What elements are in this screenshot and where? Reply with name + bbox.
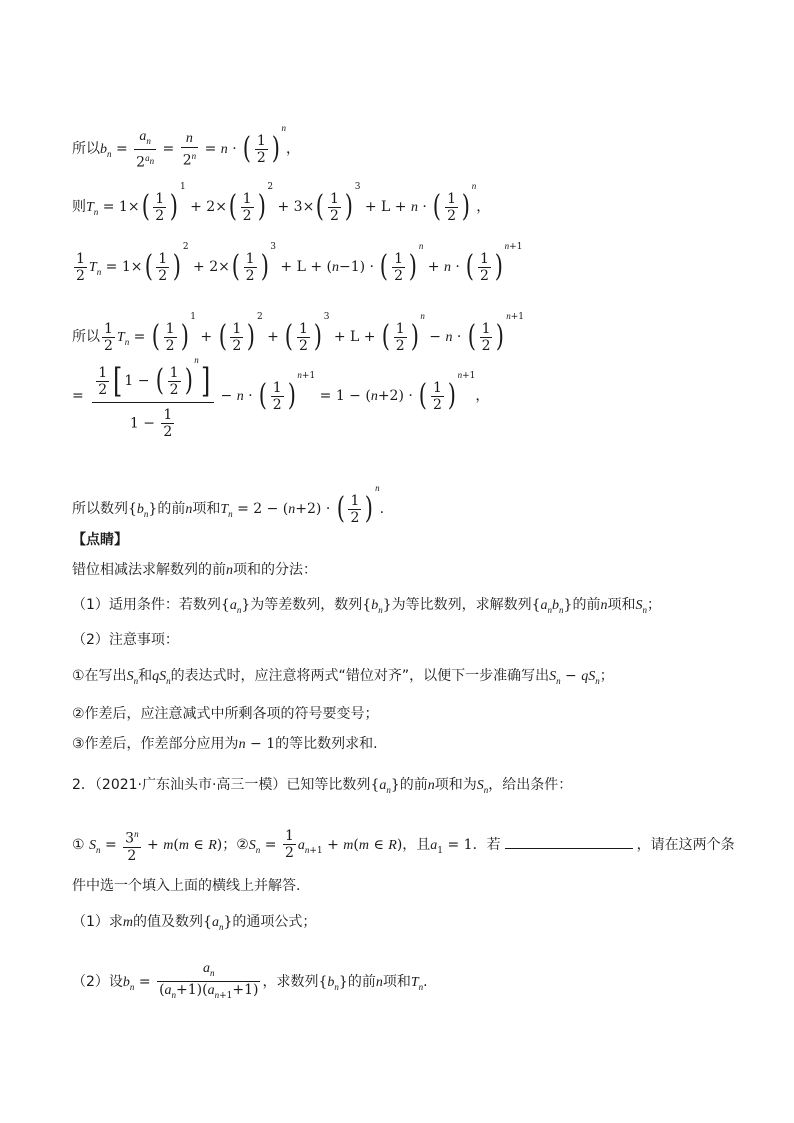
text: 的前 bbox=[399, 777, 428, 793]
question-part-2: （2）设$b_n$ = $\frac{a_n}{(a_n+1)(a_{n+1}+1)}$ ，求数列$\{b_n\}$的前n项和$T_n$. bbox=[72, 961, 428, 1001]
paragraph-3: （2）注意事项： bbox=[72, 632, 179, 648]
text: 的前 bbox=[157, 501, 186, 517]
text: 项和 bbox=[607, 597, 636, 613]
text: 的值及数列 bbox=[133, 914, 204, 930]
text: 项和的分法： bbox=[233, 562, 317, 578]
text: 所以 bbox=[72, 329, 100, 345]
text: 2．（2021·广东汕头市·高三一模）已知等比数列 bbox=[72, 777, 371, 793]
text: 为等比数列，求解数列 bbox=[391, 597, 532, 613]
text: ①在写出 bbox=[72, 668, 127, 684]
text: 项和 bbox=[382, 973, 411, 990]
section-heading: 【点睛】 bbox=[72, 532, 128, 548]
text: ，且 bbox=[402, 836, 431, 853]
text: ，请在这两个条 bbox=[636, 836, 735, 853]
text: （2）设 bbox=[72, 973, 123, 990]
formula-line-5: = $\frac{1}{2}$ [ 1 − ( $\frac{1}{2}$ )$^n$] 1 − $\frac{1}{2}$ − n · ( $\frac{1}{2}$ )$^{n+1}$ = 1 − (n+2) · ( $\frac{1}{2}$ )$^{n+1}$， bbox=[72, 352, 489, 440]
text: ；② bbox=[222, 836, 249, 853]
formula-line-1: 所以$b_n$ = $\frac{a_n}{2^{a_n}}$ = $\frac{n}{2^n}$ = n · ( $\frac{1}{2}$ )$^n$， bbox=[72, 123, 300, 171]
text: 所以数列 bbox=[72, 501, 128, 517]
text: 项和为 bbox=[434, 777, 477, 793]
formula-line-4: 所以 $\frac{1}{2}$ $T_n$ = ( $\frac{1}{2}$ )$^1$ + ( $\frac{1}{2}$ )$^2$ + ( $\frac{1}{2}$ )$^3$ + L + ( $\frac{1}{2}$ )$^n$ − n · ( $\frac{1}{2}$ )$^{n+1}$ bbox=[72, 311, 524, 354]
paragraph-1: 错位相减法求解数列的前n项和的分法： bbox=[72, 562, 317, 578]
formula-line-2: 则$T_n = 1\times$( $\frac{1}{2}$ )$^1$ + 2×( $\frac{1}{2}$ )$^2$ + 3×( $\frac{1}{2}$ )$^3$ + L + n · ( $\frac{1}{2}$ )$^n$， bbox=[72, 181, 491, 224]
text: 所以 bbox=[72, 141, 100, 157]
answer-blank[interactable] bbox=[505, 834, 633, 849]
text: 的等比数列求和. bbox=[275, 736, 378, 752]
text: （1）求 bbox=[72, 914, 123, 930]
paragraph-6: ③作差后，作差部分应用为n − 1的等比数列求和. bbox=[72, 736, 378, 752]
text: 则 bbox=[72, 199, 86, 215]
text: ．若 bbox=[472, 836, 501, 853]
text: ，求数列 bbox=[262, 973, 319, 990]
text: 的通项公式； bbox=[232, 914, 317, 930]
question-instruction: 件中选一个填入上面的横线上并解答. bbox=[72, 878, 301, 894]
text: （1）适用条件：若数列 bbox=[72, 597, 221, 613]
text: 为等差数列，数列 bbox=[250, 597, 363, 613]
text: ③作差后，作差部分应用为 bbox=[72, 736, 239, 752]
paragraph-2: （1）适用条件：若数列$\{a_n\}$为等差数列，数列$\{b_n\}$为等比数列，求解数列$\{a_nb_n\}$的前n项和$S_n$； bbox=[72, 597, 661, 615]
text: 的前 bbox=[347, 973, 376, 990]
question-conditions: ① $S_n$ = $\frac{3^n}{2}$ + m(m ∈ R)；$②S_n$ = $\frac{1}{2}$ $a_{n+1} + m(m$ ∈ R)，且$a_1 = 1$．若 ，请在这两个条 bbox=[72, 826, 735, 864]
text: . bbox=[423, 973, 428, 990]
paragraph-5: ②作差后，应注意减式中所剩各项的符号要变号； bbox=[72, 706, 379, 722]
formula-line-3: $\frac{1}{2}$ $T_n = 1\times$( $\frac{1}{2}$ )$^2$ + 2×( $\frac{1}{2}$ )$^3$ + L + (n−1) · ( $\frac{1}{2}$ )$^n$ + n · ( $\frac{1}{2}$ )$^{n+1}$ bbox=[76, 241, 523, 284]
question-part-1: （1）求m的值及数列$\{a_n\}$的通项公式； bbox=[72, 914, 317, 932]
formula-line-7: 所以数列$\{b_n\}$的前n项和$T_n = 2 - (n+2)$ · ( $\frac{1}{2}$ )$^n$. bbox=[72, 483, 385, 526]
text: 错位相减法求解数列的前 bbox=[72, 562, 226, 578]
question-2: 2．（2021·广东汕头市·高三一模）已知等比数列$\{a_n\}$的前n项和为$S_n$，给出条件： bbox=[72, 777, 573, 795]
text: 项和 bbox=[192, 501, 221, 517]
paragraph-4: ①在写出$S_n$和$qS_n$的表达式时，应注意将两式“错位对齐”，以便下一步准确写出$S_n - qS_n$； bbox=[72, 668, 614, 686]
text: 的表达式时，应注意将两式“错位对齐”，以便下一步准确写出 bbox=[170, 668, 550, 684]
text: ，给出条件： bbox=[488, 777, 573, 793]
text: 和 bbox=[138, 668, 153, 684]
text: 的前 bbox=[572, 597, 601, 613]
